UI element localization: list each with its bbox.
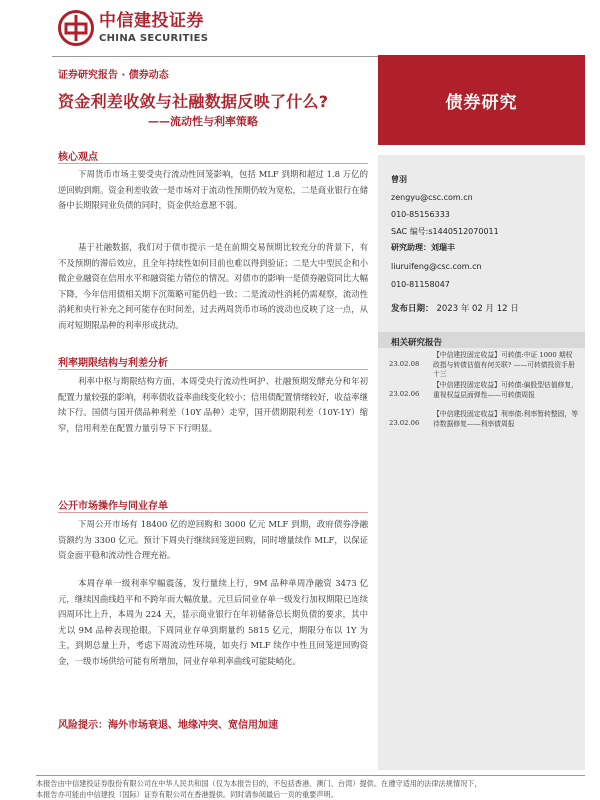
section-divider — [58, 369, 368, 370]
open-market-paragraph-1: 下周公开市场有 18400 亿的逆回购和 3000 亿元 MLF 到期，政府债券净融资额约为 3300 亿元。预计下周央行继续回笼逆回购，同时增量续作 MLF，以保证资金面平稳和流动性合理充裕。 — [58, 519, 368, 561]
related-report-item[interactable] — [389, 410, 579, 429]
assistant-email[interactable]: liuruifeng@csc.com.cn — [391, 262, 482, 271]
publish-date — [391, 302, 519, 314]
logo-chinese-name: 中信建投证券 — [99, 10, 204, 31]
publish-date-value: 2023 年 02 月 12 日 — [436, 304, 519, 314]
section-core-title: 核心观点 — [58, 152, 98, 163]
footer-line-2: 本报告亦可能由中信建投（国际）证券有限公司在香港提供。同时请参阅最后一页的重要声明。 — [36, 789, 338, 799]
footer-divider — [36, 775, 585, 776]
analyst-sac-number: SAC 编号:s1440512070011 — [391, 227, 499, 236]
rate-paragraph-1: 利率中枢与期限结构方面，本周受央行流动性呵护、社融预期发酵充分和年初配置力量较强的影响，利率债收益率曲线变化较小；信用债配置情绪较好，收益率继续下行。国债与国开债品种利差（10Y 品种）走窄，国开债期限利差（10Y-1Y）缩窄，信用利差在配置力量引导下下行明显。 — [58, 376, 368, 433]
footer-line-1: 本报告由中信建投证券股份有限公司在中华人民共和国（仅为本报告目的，不包括香港、澳门、台湾）提供。在遵守适用的法律法规情况下， — [36, 779, 482, 788]
report-subtitle: ——流动性与利率策略 — [148, 115, 258, 128]
category-banner-label: 债券研究 — [445, 92, 518, 113]
section-rate-title: 利率期限结构与利差分析 — [58, 358, 168, 369]
company-logo — [58, 8, 208, 48]
report-type: 证券研究报告 · 债券动态 — [58, 70, 169, 81]
analyst-name: 曾羽 — [391, 175, 407, 184]
logo-english-name: CHINA SECURITIES — [99, 32, 209, 44]
analyst-email[interactable]: zengyu@csc.com.cn — [391, 193, 473, 202]
related-report-item[interactable] — [389, 351, 579, 380]
section-divider — [58, 163, 368, 164]
section-divider — [58, 512, 368, 513]
footer-disclaimer — [36, 779, 596, 800]
related-report-title[interactable]: 【中信建投固定收益】利率债:利率暂转整固，等待数据修复——利率债周报 — [433, 410, 579, 428]
related-report-title[interactable]: 【中信建投固定收益】可转债:中证 1000 期权政指与转债估值有何关联? ——可转债投资手册十三 — [433, 351, 575, 378]
core-paragraph-1: 下周货币市场主要受央行流动性回笼影响，包括 MLF 到期和超过 1.8 万亿的逆回购到期。资金利差收敛一是市场对于流动性预期仍较为宽松，二是商业银行在储备中长期限同业负债的同时，资金供给意愿不弱。 — [58, 169, 368, 211]
core-paragraph-2: 基于社融数据，我们对于债市提示一是在前期交易预期比较充分的背景下，有不及预期的滞后效应，且全年持续性如何目前也难以得到验证；二是大中型民企和小微企业融资在信用水平和融资能力错位的情况。对债市的影响一是债券融资同比大幅下降，今年信用债相关期下沉策略可能仍趋一致；二是流动性消耗仍需观察，流动性消耗和央行补充之间可能存在时间差，过去两周货币市场的波动也反映了这一点，从而对短期限品种的利率形成扰动。 — [58, 242, 368, 330]
related-reports-title: 相关研究报告 — [391, 338, 443, 348]
assistant-phone: 010-81158047 — [391, 280, 450, 289]
report-title: 资金利差收敛与社融数据反映了什么? — [58, 92, 329, 111]
risk-warning: 风险提示：海外市场衰退、地缘冲突、宽信用加速 — [58, 720, 278, 731]
related-report-title[interactable]: 【中信建投固定收益】可转债:偏股型估值修复，重视权益层面弹性——可转债周报 — [433, 381, 579, 399]
related-report-date: 23.02.06 — [389, 390, 420, 398]
section-open-market-title: 公开市场操作与同业存单 — [58, 501, 168, 512]
open-market-paragraph-2: 本周存单一级利率窄幅震荡，发行量续上行，9M 品种单周净融资 3473 亿元，继续因曲线趋平和不跨年而大幅放量。元旦后同业存单一级发行加权期限已连续四周环比上升，本周为 224 天，显示商业银行在年初储备总长期负债的要求，其中尤以 9M 品种表现抢眼。下周同业存单到期量约 5815 亿元，期限分布以 1Y 为主，到期总量上升，考虑下周流动性环境，如央行 MLF 续作中性且回笼逆回购资金，一级市场供给可能有所增加，同业存单利率曲线可能陡峭化。 — [58, 578, 368, 666]
china-securities-logo-icon — [58, 10, 94, 46]
category-banner — [378, 55, 585, 145]
publish-date-label: 发布日期： — [391, 304, 434, 314]
related-report-date: 23.02.08 — [389, 360, 420, 368]
research-assistant: 研究助理：刘瑞丰 — [391, 243, 455, 252]
related-report-date: 23.02.06 — [389, 419, 420, 427]
analyst-phone: 010-85156333 — [391, 210, 450, 219]
related-report-item[interactable] — [389, 381, 579, 400]
